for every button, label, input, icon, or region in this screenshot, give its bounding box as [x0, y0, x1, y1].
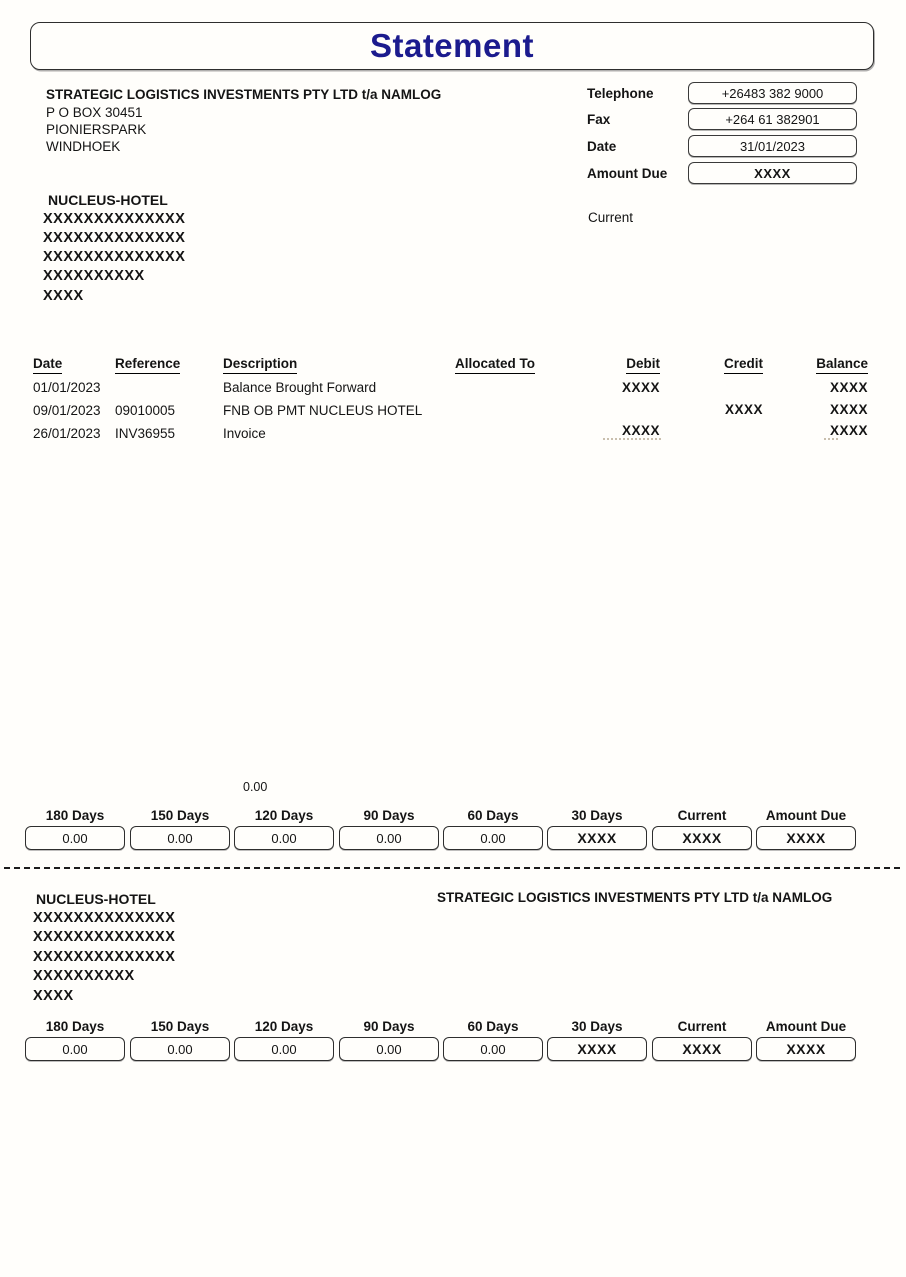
remittance-address-line: XXXX [33, 988, 74, 1004]
remittance-customer-name: NUCLEUS-HOTEL [36, 891, 156, 907]
aging-value-box: XXXX [652, 1037, 752, 1061]
fax-value-box [688, 108, 857, 130]
cell-balance: XXXX [829, 380, 868, 395]
table-header-debit: Debit [560, 356, 660, 374]
aging-value-box: 0.00 [339, 1037, 439, 1061]
sender-address-line: PIONIERSPARK [46, 122, 147, 137]
remittance-company-name: STRATEGIC LOGISTICS INVESTMENTS PTY LTD t/a NAMLOG [437, 890, 833, 905]
aging-value-box: 0.00 [130, 1037, 230, 1061]
fax-value: +264 61 382901 [725, 111, 820, 127]
table-header-description: Description [223, 356, 443, 374]
aging-value-box: XXXX [756, 1037, 856, 1061]
amount-due-label: Amount Due [587, 166, 668, 181]
cell-date: 09/01/2023 [33, 403, 101, 418]
status-badge: Current [588, 210, 634, 225]
aging-label: Current [677, 808, 727, 823]
cell-date: 01/01/2023 [33, 380, 101, 395]
cell-credit: XXXX [724, 402, 763, 417]
aging-label: Current [677, 1019, 727, 1034]
aging-value-box: XXXX [652, 826, 752, 850]
sender-address-line: P O BOX 30451 [46, 105, 143, 120]
aging-label: 90 Days [363, 808, 415, 823]
aging-label: 30 Days [571, 808, 623, 823]
customer-address-line: XXXXXXXXXX [43, 268, 145, 284]
cell-balance: XXXX [829, 402, 868, 417]
tear-off-divider [4, 867, 900, 869]
amount-due-value: XXXX [754, 165, 791, 181]
aging-value-box: 0.00 [234, 1037, 334, 1061]
table-header-balance: Balance [768, 356, 868, 374]
aging-label: Amount Due [765, 808, 847, 823]
telephone-label: Telephone [587, 86, 654, 101]
subtotal-value: 0.00 [243, 780, 268, 794]
customer-address-line: XXXX [43, 288, 84, 304]
aging-value-box: XXXX [547, 1037, 647, 1061]
aging-label: 60 Days [467, 1019, 519, 1034]
cell-debit: XXXX [621, 423, 660, 438]
aging-label: 150 Days [150, 1019, 210, 1034]
page-title: Statement [369, 27, 535, 64]
amount-due-value-box [688, 162, 857, 184]
remittance-address-line: XXXXXXXXXXXXXX [33, 949, 176, 965]
aging-value-box: 0.00 [25, 826, 125, 850]
date-value-box [688, 135, 857, 157]
cell-balance: XXXX [829, 423, 868, 438]
cell-reference: INV36955 [115, 426, 176, 441]
cell-description: FNB OB PMT NUCLEUS HOTEL [223, 403, 423, 418]
telephone-value-box [688, 82, 857, 104]
table-header-reference: Reference [115, 356, 215, 374]
aging-value-box: 0.00 [339, 826, 439, 850]
cell-debit: XXXX [621, 380, 660, 395]
total-rule [603, 438, 661, 440]
aging-label: 150 Days [150, 808, 210, 823]
aging-label: 60 Days [467, 808, 519, 823]
remittance-address-line: XXXXXXXXXX [33, 968, 135, 984]
telephone-value: +26483 382 9000 [721, 85, 824, 101]
cell-description: Balance Brought Forward [223, 380, 377, 395]
table-header-allocated-to: Allocated To [455, 356, 565, 374]
sender-company-name: STRATEGIC LOGISTICS INVESTMENTS PTY LTD t/a NAMLOG [46, 87, 442, 102]
aging-value-box: 0.00 [25, 1037, 125, 1061]
aging-value-box: XXXX [547, 826, 647, 850]
aging-label: 120 Days [254, 1019, 314, 1034]
aging-value-box: XXXX [756, 826, 856, 850]
fax-label: Fax [587, 112, 611, 127]
customer-address-line: XXXXXXXXXXXXXX [43, 211, 186, 227]
customer-name: NUCLEUS-HOTEL [48, 192, 168, 208]
customer-address-line: XXXXXXXXXXXXXX [43, 230, 186, 246]
aging-value-box: 0.00 [443, 1037, 543, 1061]
aging-value-box: 0.00 [130, 826, 230, 850]
cell-description: Invoice [223, 426, 266, 441]
cell-reference: 09010005 [115, 403, 176, 418]
sender-address-line: WINDHOEK [46, 139, 121, 154]
remittance-address-line: XXXXXXXXXXXXXX [33, 910, 176, 926]
table-header-credit: Credit [663, 356, 763, 374]
aging-label: 90 Days [363, 1019, 415, 1034]
aging-value-box: 0.00 [443, 826, 543, 850]
aging-label: Amount Due [765, 1019, 847, 1034]
cell-date: 26/01/2023 [33, 426, 101, 441]
aging-label: 30 Days [571, 1019, 623, 1034]
total-rule [824, 438, 838, 440]
aging-label: 180 Days [45, 808, 105, 823]
date-value: 31/01/2023 [739, 138, 806, 154]
remittance-address-line: XXXXXXXXXXXXXX [33, 929, 176, 945]
table-header-date: Date [33, 356, 113, 374]
date-label: Date [587, 139, 617, 154]
statement-title-box [30, 22, 874, 70]
aging-label: 120 Days [254, 808, 314, 823]
customer-address-line: XXXXXXXXXXXXXX [43, 249, 186, 265]
aging-value-box: 0.00 [234, 826, 334, 850]
aging-label: 180 Days [45, 1019, 105, 1034]
